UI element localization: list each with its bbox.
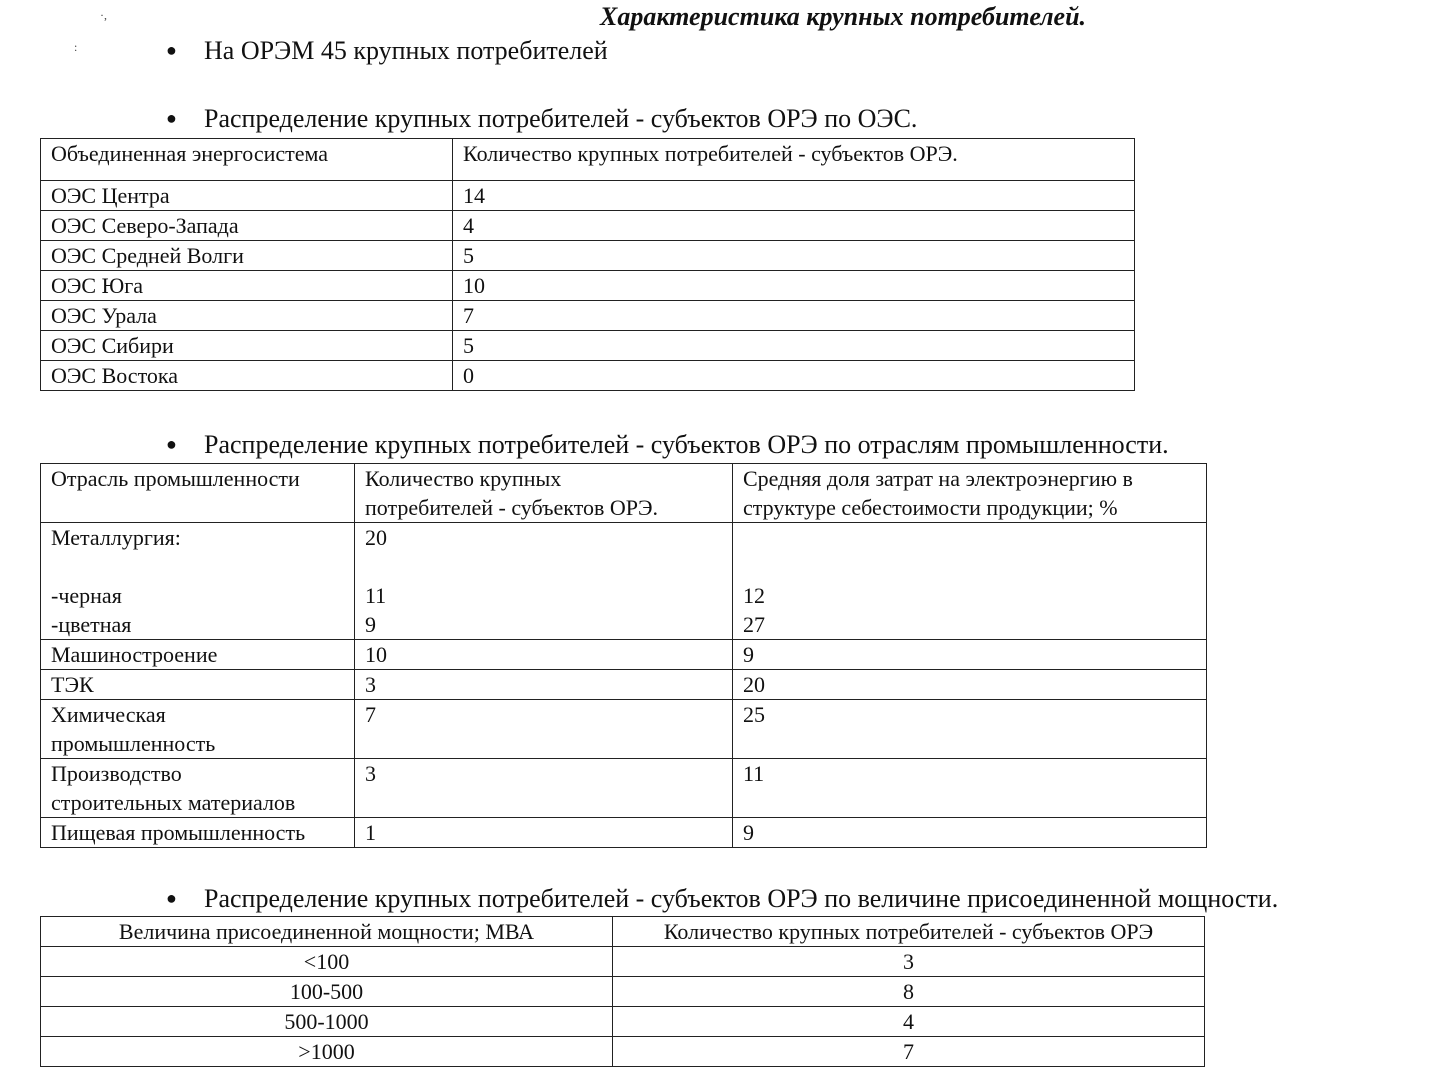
count-value: 20 — [365, 525, 387, 550]
table-row — [41, 1037, 1205, 1067]
cost-share: 9 — [733, 818, 1207, 848]
industry-name: ТЭК — [41, 670, 355, 700]
consumer-count: 4 — [453, 211, 1135, 241]
industry-sublabel: -черная — [51, 583, 122, 608]
header-line: Отрасль промышленности — [51, 466, 300, 491]
industry-label: строительных материалов — [51, 790, 296, 815]
bullet-text: Распределение крупных потребителей - субъектов ОРЭ по ОЭС. — [204, 104, 918, 133]
table-row — [41, 670, 1207, 700]
oes-name: ОЭС Сибири — [41, 331, 453, 361]
bullet-by-oes — [166, 104, 917, 134]
table-row — [41, 700, 1207, 759]
consumer-count: 7 — [453, 301, 1135, 331]
bullet-icon: ● — [166, 888, 177, 908]
column-header: Величина присоединенной мощности; МВА — [41, 917, 613, 947]
industry-table — [40, 463, 1207, 848]
share-value: 12 — [743, 583, 765, 608]
consumer-count: 1 — [355, 818, 733, 848]
header-line: потребителей - субъектов ОРЭ. — [365, 495, 659, 520]
header-line: Количество крупных — [365, 466, 562, 491]
column-header — [41, 464, 355, 523]
scan-speck: : — [74, 40, 78, 54]
table-row — [41, 947, 1205, 977]
oes-name: ОЭС Центра — [41, 181, 453, 211]
table-row — [41, 977, 1205, 1007]
column-header — [733, 464, 1207, 523]
consumer-count — [355, 523, 733, 640]
consumer-count: 0 — [453, 361, 1135, 391]
table-row — [41, 301, 1135, 331]
spacer — [743, 552, 1196, 581]
oes-name: ОЭС Северо-Запада — [41, 211, 453, 241]
bullet-text: На ОРЭМ 45 крупных потребителей — [204, 36, 608, 65]
consumer-count: 3 — [355, 759, 733, 818]
industry-name — [41, 759, 355, 818]
column-header: Количество крупных потребителей - субъектов ОРЭ. — [453, 139, 1135, 181]
spacer — [51, 552, 344, 581]
oes-name: ОЭС Урала — [41, 301, 453, 331]
cost-share: 11 — [733, 759, 1207, 818]
consumer-count: 10 — [453, 271, 1135, 301]
industry-label: Химическая — [51, 702, 166, 727]
table-row — [41, 640, 1207, 670]
consumer-count: 8 — [613, 977, 1205, 1007]
scan-speck: ·, — [100, 8, 107, 22]
consumer-count: 3 — [613, 947, 1205, 977]
bullet-by-industry — [166, 430, 1169, 460]
bullet-icon: ● — [166, 434, 177, 454]
consumer-count: 4 — [613, 1007, 1205, 1037]
bullet-icon: ● — [166, 108, 177, 128]
table-row — [41, 241, 1135, 271]
table-header-row — [41, 464, 1207, 523]
table-header-row — [41, 139, 1135, 181]
consumer-count: 10 — [355, 640, 733, 670]
column-header: Объединенная энергосистема — [41, 139, 453, 181]
consumer-count: 7 — [613, 1037, 1205, 1067]
bullet-text: Распределение крупных потребителей - субъектов ОРЭ по отраслям промышленности. — [204, 430, 1169, 459]
power-range: 500-1000 — [41, 1007, 613, 1037]
share-value: 27 — [743, 612, 765, 637]
table-row — [41, 211, 1135, 241]
page-title: Характеристика крупных потребителей. — [600, 2, 1087, 31]
table-row — [41, 331, 1135, 361]
bullet-by-power — [166, 884, 1278, 914]
oes-name: ОЭС Юга — [41, 271, 453, 301]
consumer-count: 3 — [355, 670, 733, 700]
bullet-icon: ● — [166, 40, 177, 60]
industry-name: Пищевая промышленность — [41, 818, 355, 848]
table-row — [41, 523, 1207, 640]
bullet-text: Распределение крупных потребителей - субъектов ОРЭ по величине присоединенной мощности. — [204, 884, 1279, 913]
industry-name: Машиностроение — [41, 640, 355, 670]
table-header-row — [41, 917, 1205, 947]
power-range: >1000 — [41, 1037, 613, 1067]
table-row — [41, 1007, 1205, 1037]
industry-label: Металлургия: — [51, 525, 181, 550]
cost-share: 25 — [733, 700, 1207, 759]
count-value: 9 — [365, 612, 376, 637]
oes-name: ОЭС Средней Волги — [41, 241, 453, 271]
table-row — [41, 181, 1135, 211]
table-row — [41, 271, 1135, 301]
oes-name: ОЭС Востока — [41, 361, 453, 391]
table-row — [41, 759, 1207, 818]
column-header — [355, 464, 733, 523]
cost-share: 9 — [733, 640, 1207, 670]
power-range: <100 — [41, 947, 613, 977]
consumer-count: 5 — [453, 331, 1135, 361]
bullet-total-consumers — [166, 36, 608, 66]
table-row — [41, 818, 1207, 848]
spacer — [743, 523, 1196, 552]
industry-label: промышленность — [51, 731, 216, 756]
power-range: 100-500 — [41, 977, 613, 1007]
count-value: 11 — [365, 583, 387, 608]
oes-table — [40, 138, 1135, 391]
consumer-count: 7 — [355, 700, 733, 759]
header-line: Средняя доля затрат на электроэнергию в — [743, 466, 1133, 491]
spacer — [365, 552, 722, 581]
consumer-count: 14 — [453, 181, 1135, 211]
power-table — [40, 916, 1205, 1067]
column-header: Количество крупных потребителей - субъектов ОРЭ — [613, 917, 1205, 947]
industry-name — [41, 523, 355, 640]
industry-sublabel: -цветная — [51, 612, 132, 637]
cost-share — [733, 523, 1207, 640]
table-row — [41, 361, 1135, 391]
cost-share: 20 — [733, 670, 1207, 700]
industry-name — [41, 700, 355, 759]
consumer-count: 5 — [453, 241, 1135, 271]
header-line: структуре себестоимости продукции; % — [743, 495, 1118, 520]
industry-label: Производство — [51, 761, 182, 786]
